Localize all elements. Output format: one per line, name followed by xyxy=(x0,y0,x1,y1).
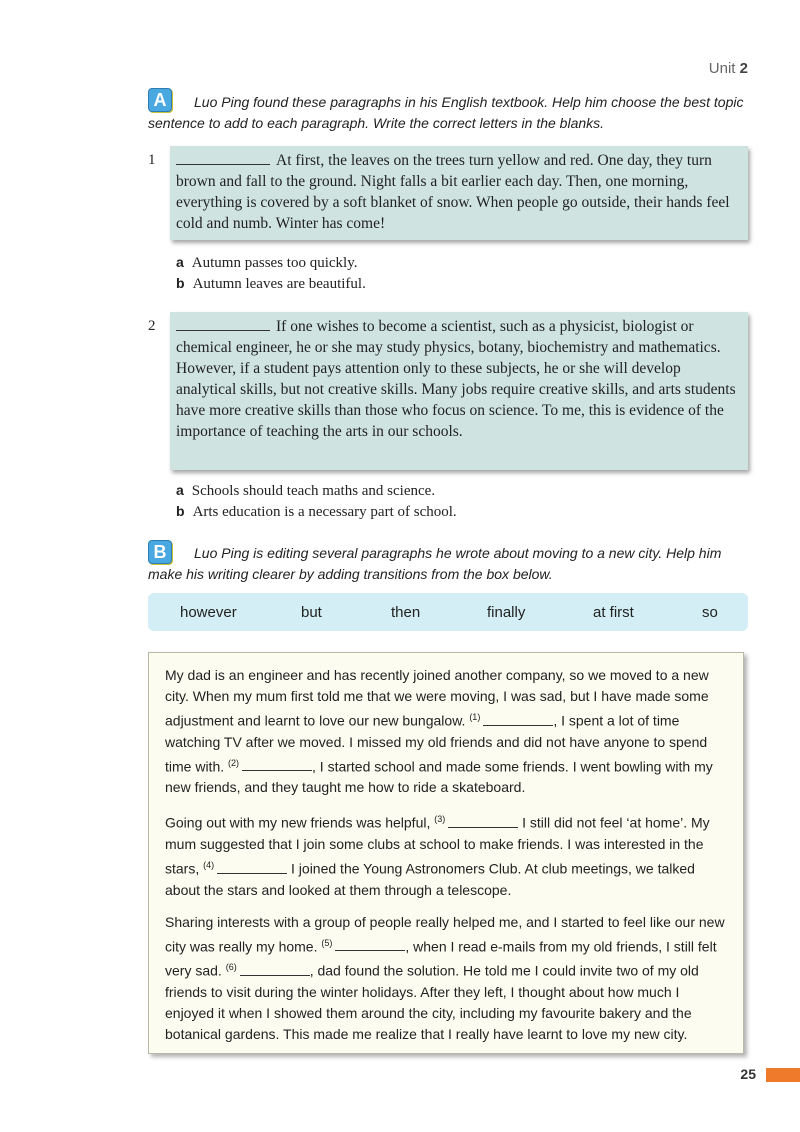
unit-label: Unit 2 xyxy=(708,60,748,77)
answer-blank-1[interactable] xyxy=(176,152,270,165)
question-1-option-a: a Autumn passes too quickly. xyxy=(176,254,358,271)
essay-paragraph-1: My dad is an engineer and has recently joined another company, so we moved to a new city. When my mum first told me that we were moving, I was sad, but I have made some adjustment and learnt to love our new bungalow. $^{(1)}$ , I spent a lot of time watching TV after we moved. I missed my old friends and did not have anyone to spend time with. $^{(2)}$ , I started school and made some friends. I went bowling with my new friends, and they taught me how to ride a skateboard. xyxy=(165,667,713,796)
question-1-number: 1 xyxy=(148,152,156,168)
essay-paragraph-2: Going out with my new friends was helpful, $^{(3)}$ I still did not feel ‘at home’. My mum suggested that I join some clubs at school to make friends. I was interested in the stars, $^{(4)}$ I joined the Young Astronomers Club. At club meetings, we talked about the stars and looked at them through a telescope. xyxy=(165,814,710,898)
question-2-option-a: a Schools should teach maths and science. xyxy=(176,482,436,499)
transition-blank-2[interactable] xyxy=(242,758,312,771)
question-1-paragraph: At first, the leaves on the trees turn yellow and red. One day, they turn brown and fall to the ground. Night falls a bit earlier each day. Then, one morning, everything is covered by a soft blanket of snow. When people go outside, their hands feel cold and numb. Winter has come! xyxy=(176,152,730,232)
transition-blank-3[interactable] xyxy=(448,815,518,828)
question-1-option-b: b Autumn leaves are beautiful. xyxy=(176,275,366,292)
word-at-first: at first xyxy=(593,604,634,621)
section-b-instructions: Luo Ping is editing several paragraphs he wrote about moving to a new city. Help him make his writing clearer by adding transitions from the box below. xyxy=(148,545,722,582)
unit-number: 2 xyxy=(739,60,748,77)
transition-word-box xyxy=(148,593,748,631)
transition-blank-4[interactable] xyxy=(217,861,287,874)
essay-paragraph-3: Sharing interests with a group of people really helped me, and I started to feel like our new city was really my home. $^{(5)}$ , when I read e-mails from my old friends, I still felt very sad. $^{(6)}$ , dad found the solution. He told me I could invite two of my old friends to visit during the winter holidays. After they left, I thought about how much I enjoyed it when I showed them around the city, including my favourite bakery and the botanical gardens. This made me realize that I really have learnt to love my new city. xyxy=(165,913,725,1042)
word-but: but xyxy=(301,604,322,621)
transition-blank-1[interactable] xyxy=(483,713,553,726)
word-however: however xyxy=(180,604,237,621)
page-number-accent-bar xyxy=(766,1068,800,1082)
page-number: 25 xyxy=(740,1066,756,1082)
transition-blank-5[interactable] xyxy=(335,938,405,951)
section-b-badge: B xyxy=(148,540,172,564)
essay-text-box xyxy=(148,652,744,1054)
answer-blank-2[interactable] xyxy=(176,318,270,331)
word-so: so xyxy=(702,604,718,621)
word-then: then xyxy=(391,604,421,621)
question-2-option-b: b Arts education is a necessary part of school. xyxy=(176,503,457,520)
section-a-badge: A xyxy=(148,88,172,112)
question-2-paragraph: If one wishes to become a scientist, such as a physicist, biologist or chemical engineer, he or she may study physics, botany, biochemistry and mathematics. However, if a student pays attention only to these subjects, he or she will develop analytical skills, but not creative skills. Many jobs require creative skills, and arts students have more creative skills than those who focus on science. To me, this is evidence of the importance of teaching the arts in our schools. xyxy=(176,318,736,440)
question-2-number: 2 xyxy=(148,318,156,334)
question-2-paragraph-box xyxy=(170,312,748,470)
section-a-instructions: Luo Ping found these paragraphs in his English textbook. Help him choose the best topic sentence to add to each paragraph. Write the correct letters in the blanks. xyxy=(148,94,744,131)
question-1-paragraph-box xyxy=(170,146,748,240)
transition-blank-6[interactable] xyxy=(240,963,310,976)
word-finally: finally xyxy=(487,604,526,621)
